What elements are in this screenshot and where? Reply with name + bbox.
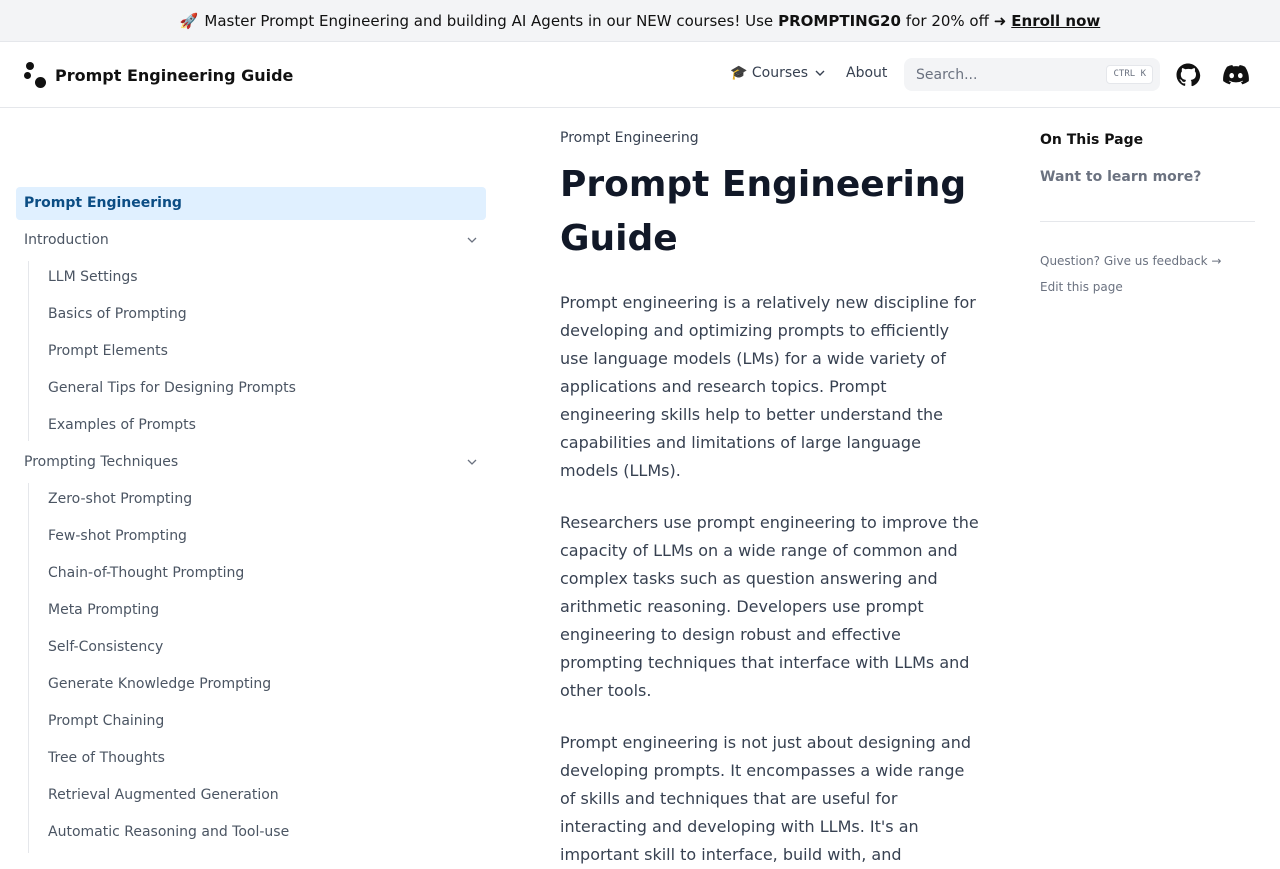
sidebar-section-prompting-techniques[interactable]: [16, 447, 486, 477]
sidebar-item-prompt-chaining[interactable]: Prompt Chaining: [48, 713, 165, 729]
banner-discount-text: for 20% off ➜: [905, 11, 1007, 30]
toc-title: On This Page: [1040, 132, 1144, 148]
discord-icon[interactable]: [1223, 65, 1249, 85]
about-link[interactable]: About: [846, 65, 888, 81]
enroll-now-link[interactable]: Enroll now: [1011, 11, 1101, 30]
sidebar-item-basics-of-prompting[interactable]: Basics of Prompting: [48, 306, 187, 322]
courses-menu-button[interactable]: [730, 65, 825, 81]
sidebar-item-prompt-elements[interactable]: Prompt Elements: [48, 343, 168, 359]
sidebar-item-general-tips[interactable]: General Tips for Designing Prompts: [48, 380, 296, 396]
sidebar-nav: [16, 108, 486, 853]
chevron-down-icon: [466, 456, 478, 468]
intro-paragraph: Prompt engineering is a relatively new discipline for developing and optimizing prompts to efficiently use language models (LMs) for a wide variety of applications and research topics. Prompt engineering skills help to better understand the capabilities and limitations of large language models (LLMs).: [560, 293, 976, 480]
courses-label: 🎓 Courses: [730, 65, 809, 81]
search-box[interactable]: [904, 58, 1160, 91]
github-icon[interactable]: [1176, 63, 1200, 87]
sidebar-item-self-consistency[interactable]: Self-Consistency: [48, 639, 164, 655]
sidebar-section-label: Introduction: [24, 232, 109, 248]
sidebar-item-chain-of-thought[interactable]: Chain-of-Thought Prompting: [48, 565, 245, 581]
sidebar-section-label: Prompting Techniques: [24, 454, 179, 470]
sidebar-item-examples-of-prompts[interactable]: Examples of Prompts: [48, 417, 196, 433]
promo-code: PROMPTING20: [778, 11, 901, 30]
rocket-icon: 🚀: [179, 11, 199, 30]
sidebar-section-introduction[interactable]: [16, 225, 486, 255]
banner-text: Master Prompt Engineering and building AI Agents in our NEW courses! Use: [204, 11, 774, 30]
top-navbar: [0, 43, 1280, 108]
logo-icon: [24, 62, 48, 88]
body-paragraph: Prompt engineering is not just about designing and developing prompts. It encompasses a wide range of skills and techniques that are useful for interacting and developing with LLMs. It's an important skill to interface, build with, and: [560, 733, 971, 864]
site-logo-link[interactable]: [24, 62, 293, 88]
sidebar-item-few-shot[interactable]: Few-shot Prompting: [48, 528, 187, 544]
sidebar-item-llm-settings[interactable]: LLM Settings: [48, 269, 138, 285]
breadcrumb[interactable]: Prompt Engineering: [560, 130, 699, 146]
edit-page-link[interactable]: Edit this page: [1040, 280, 1123, 294]
sidebar-item-rag[interactable]: Retrieval Augmented Generation: [48, 787, 279, 803]
promo-banner: [0, 0, 1280, 42]
toc-divider: [1040, 221, 1255, 222]
toc-link-want-to-learn-more[interactable]: Want to learn more?: [1040, 169, 1202, 185]
body-paragraph: Researchers use prompt engineering to improve the capacity of LLMs on a wide range of common and complex tasks such as question answering and arithmetic reasoning. Developers use prompt engineering to design robust and effective prompting techniques that interface with LLMs and other tools.: [560, 513, 979, 700]
feedback-link[interactable]: Question? Give us feedback →: [1040, 254, 1222, 268]
sidebar-item-meta-prompting[interactable]: Meta Prompting: [48, 602, 160, 618]
sidebar-tree-line: [28, 261, 29, 441]
page-title: Prompt Engineering Guide: [560, 164, 967, 259]
chevron-down-icon: [466, 234, 478, 246]
sidebar-item-generate-knowledge[interactable]: Generate Knowledge Prompting: [48, 676, 272, 692]
sidebar-tree-line: [28, 483, 29, 853]
sidebar-item-tree-of-thoughts[interactable]: Tree of Thoughts: [48, 750, 165, 766]
sidebar-item-automatic-reasoning[interactable]: Automatic Reasoning and Tool-use: [48, 824, 290, 840]
sidebar-item-zero-shot[interactable]: Zero-shot Prompting: [48, 491, 193, 507]
sidebar-item-prompt-engineering[interactable]: Prompt Engineering: [16, 187, 486, 220]
chevron-down-icon: [815, 70, 825, 76]
search-shortcut-badge: CTRL K: [1106, 65, 1153, 84]
site-title: Prompt Engineering Guide: [55, 65, 294, 85]
